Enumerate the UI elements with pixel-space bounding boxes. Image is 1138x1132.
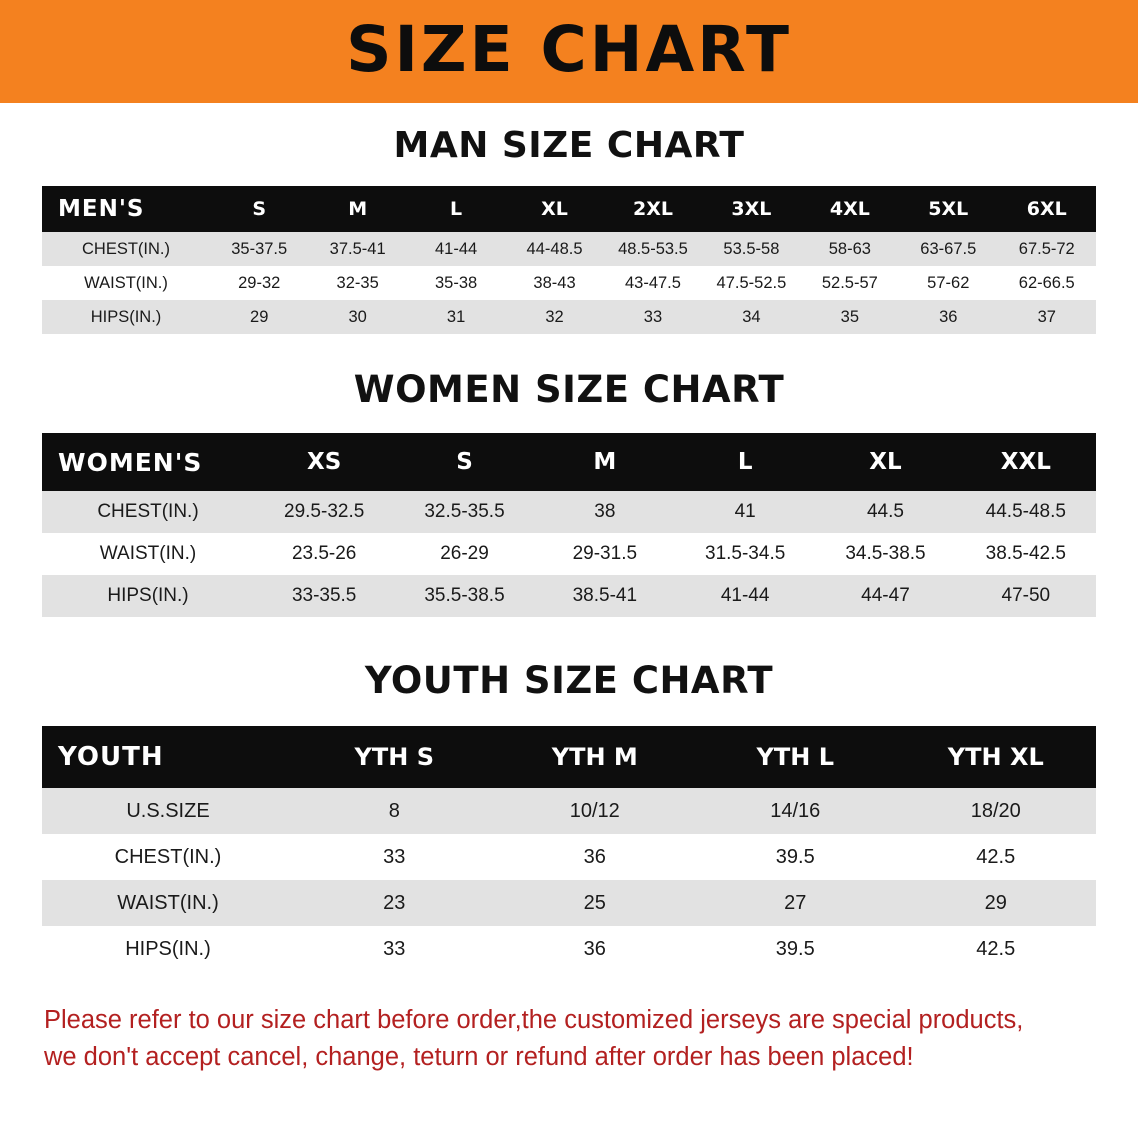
table-row [42, 926, 1096, 972]
man-size-table [42, 186, 1096, 334]
man-header-2: M [308, 186, 406, 232]
man-header-5: 2XL [604, 186, 702, 232]
disclaimer-line-2: we don't accept cancel, change, teturn or refund after order has been placed! [44, 1042, 914, 1071]
man-r2-c6: 34 [702, 300, 800, 334]
women-r1-c4: 31.5-34.5 [675, 533, 815, 575]
women-r1-c0: WAIST(IN.) [42, 533, 254, 575]
youth-table-wrapper [42, 726, 1096, 972]
women-r0-c0: CHEST(IN.) [42, 491, 254, 533]
table-row [42, 491, 1096, 533]
youth-table-body [42, 788, 1096, 972]
women-header-5: XL [815, 433, 955, 491]
women-section-title: WOMEN SIZE CHART [353, 368, 785, 411]
man-r1-c4: 38-43 [505, 266, 603, 300]
table-row [42, 266, 1096, 300]
youth-r2-c2: 25 [495, 880, 696, 926]
women-r2-c1: 33-35.5 [254, 575, 394, 617]
man-header-6: 3XL [702, 186, 800, 232]
man-header-7: 4XL [801, 186, 899, 232]
women-r0-c6: 44.5-48.5 [956, 491, 1096, 533]
women-r1-c5: 34.5-38.5 [815, 533, 955, 575]
youth-r3-c1: 33 [294, 926, 495, 972]
youth-r3-c2: 36 [495, 926, 696, 972]
man-table-body [42, 232, 1096, 334]
women-r2-c0: HIPS(IN.) [42, 575, 254, 617]
women-r2-c4: 41-44 [675, 575, 815, 617]
youth-header-4: YTH XL [896, 726, 1097, 788]
women-r2-c5: 44-47 [815, 575, 955, 617]
man-r2-c5: 33 [604, 300, 702, 334]
youth-r2-c0: WAIST(IN.) [42, 880, 294, 926]
page-title: SIZE CHART [346, 13, 792, 86]
man-r0-c2: 37.5-41 [308, 232, 406, 266]
youth-size-table [42, 726, 1096, 972]
youth-r1-c2: 36 [495, 834, 696, 880]
table-row [42, 300, 1096, 334]
page-banner [0, 0, 1138, 103]
youth-r3-c4: 42.5 [896, 926, 1097, 972]
man-r2-c4: 32 [505, 300, 603, 334]
youth-r1-c4: 42.5 [896, 834, 1097, 880]
youth-r0-c2: 10/12 [495, 788, 696, 834]
table-row [42, 788, 1096, 834]
table-header-row [42, 186, 1096, 232]
women-r0-c1: 29.5-32.5 [254, 491, 394, 533]
women-size-table [42, 433, 1096, 617]
women-r0-c5: 44.5 [815, 491, 955, 533]
man-r2-c2: 30 [308, 300, 406, 334]
man-r1-c0: WAIST(IN.) [42, 266, 210, 300]
youth-r0-c1: 8 [294, 788, 495, 834]
man-r0-c6: 53.5-58 [702, 232, 800, 266]
women-r1-c2: 26-29 [394, 533, 534, 575]
youth-table-head [42, 726, 1096, 788]
youth-header-3: YTH L [695, 726, 896, 788]
man-header-9: 6XL [998, 186, 1097, 232]
women-r2-c6: 47-50 [956, 575, 1096, 617]
youth-r3-c3: 39.5 [695, 926, 896, 972]
women-r2-c2: 35.5-38.5 [394, 575, 534, 617]
table-row [42, 834, 1096, 880]
man-r0-c7: 58-63 [801, 232, 899, 266]
youth-section-title: YOUTH SIZE CHART [364, 659, 774, 702]
youth-r0-c4: 18/20 [896, 788, 1097, 834]
youth-r1-c3: 39.5 [695, 834, 896, 880]
man-r1-c5: 43-47.5 [604, 266, 702, 300]
man-r1-c7: 52.5-57 [801, 266, 899, 300]
youth-r1-c0: CHEST(IN.) [42, 834, 294, 880]
youth-header-2: YTH M [495, 726, 696, 788]
man-table-head [42, 186, 1096, 232]
youth-r3-c0: HIPS(IN.) [42, 926, 294, 972]
man-header-0: MEN'S [42, 186, 210, 232]
youth-r2-c3: 27 [695, 880, 896, 926]
women-table-head [42, 433, 1096, 491]
man-r0-c9: 67.5-72 [998, 232, 1097, 266]
man-r2-c3: 31 [407, 300, 505, 334]
women-header-1: XS [254, 433, 394, 491]
youth-header-0: YOUTH [42, 726, 294, 788]
women-header-3: M [535, 433, 675, 491]
youth-r1-c1: 33 [294, 834, 495, 880]
man-header-4: XL [505, 186, 603, 232]
table-row [42, 575, 1096, 617]
man-section-title: MAN SIZE CHART [393, 125, 745, 166]
youth-header-1: YTH S [294, 726, 495, 788]
women-header-2: S [394, 433, 534, 491]
table-row [42, 232, 1096, 266]
women-r2-c3: 38.5-41 [535, 575, 675, 617]
table-header-row [42, 726, 1096, 788]
youth-r2-c4: 29 [896, 880, 1097, 926]
youth-r0-c3: 14/16 [695, 788, 896, 834]
women-header-6: XXL [956, 433, 1096, 491]
women-table-wrapper [42, 433, 1096, 617]
man-r1-c1: 29-32 [210, 266, 308, 300]
man-header-3: L [407, 186, 505, 232]
man-r0-c5: 48.5-53.5 [604, 232, 702, 266]
women-r0-c3: 38 [535, 491, 675, 533]
women-header-0: WOMEN'S [42, 433, 254, 491]
man-r1-c9: 62-66.5 [998, 266, 1097, 300]
man-r0-c3: 41-44 [407, 232, 505, 266]
man-r2-c0: HIPS(IN.) [42, 300, 210, 334]
man-r0-c8: 63-67.5 [899, 232, 997, 266]
man-r1-c2: 32-35 [308, 266, 406, 300]
women-table-body [42, 491, 1096, 617]
man-table-wrapper [42, 186, 1096, 334]
man-r0-c0: CHEST(IN.) [42, 232, 210, 266]
man-r2-c9: 37 [998, 300, 1097, 334]
disclaimer-note [44, 1002, 1094, 1076]
man-r1-c3: 35-38 [407, 266, 505, 300]
women-r0-c4: 41 [675, 491, 815, 533]
man-r0-c1: 35-37.5 [210, 232, 308, 266]
table-row [42, 880, 1096, 926]
youth-r2-c1: 23 [294, 880, 495, 926]
man-r2-c7: 35 [801, 300, 899, 334]
table-row [42, 533, 1096, 575]
man-r1-c8: 57-62 [899, 266, 997, 300]
disclaimer-line-1: Please refer to our size chart before order,the customized jerseys are special products, [44, 1006, 1024, 1034]
women-r1-c3: 29-31.5 [535, 533, 675, 575]
man-r0-c4: 44-48.5 [505, 232, 603, 266]
women-r1-c1: 23.5-26 [254, 533, 394, 575]
women-header-4: L [675, 433, 815, 491]
man-r2-c8: 36 [899, 300, 997, 334]
man-header-8: 5XL [899, 186, 997, 232]
youth-r0-c0: U.S.SIZE [42, 788, 294, 834]
table-header-row [42, 433, 1096, 491]
man-r1-c6: 47.5-52.5 [702, 266, 800, 300]
man-r2-c1: 29 [210, 300, 308, 334]
man-header-1: S [210, 186, 308, 232]
women-r0-c2: 32.5-35.5 [394, 491, 534, 533]
women-r1-c6: 38.5-42.5 [956, 533, 1096, 575]
